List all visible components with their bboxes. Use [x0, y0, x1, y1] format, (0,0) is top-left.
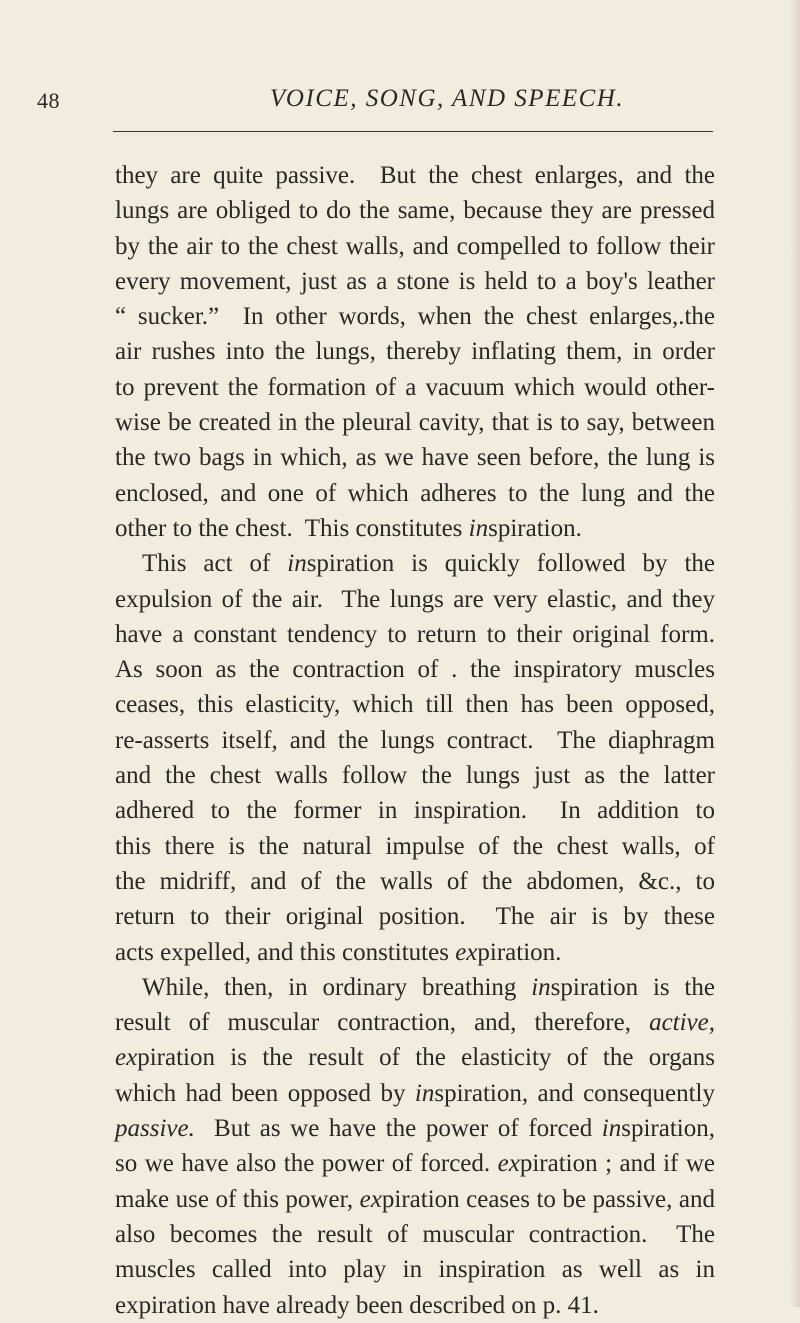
- running-header: [37, 82, 777, 118]
- text-line-27: which had been opposed by inspiration, and consequently: [115, 1079, 715, 1107]
- text-line-11: other to the chest. This constitutes inspiration.: [115, 514, 582, 542]
- page-number: 48: [37, 88, 60, 113]
- text-line-8: wise be created in the pleural cavity, that is to say, between: [115, 409, 715, 437]
- text-line-4: every movement, just as a stone is held to a boy's leather: [115, 267, 715, 295]
- text-line-16: ceases, this elasticity, which till then has been opposed,: [115, 691, 715, 719]
- text-line-13: expulsion of the air. The lungs are very elastic, and they: [115, 585, 715, 613]
- text-line-29: so we have also the power of forced. expiration ; and if we: [115, 1150, 715, 1178]
- text-line-9: the two bags in which, as we have seen before, the lung is: [115, 444, 715, 472]
- text-line-7: to prevent the formation of a vacuum which would other-: [115, 373, 715, 401]
- text-line-26: expiration is the result of the elasticity of the organs: [115, 1044, 715, 1072]
- body-text: [115, 158, 715, 1323]
- text-line-33: expiration have already been described on p. 41.: [115, 1291, 599, 1319]
- text-line-15: As soon as the contraction of . the inspiratory muscles: [115, 656, 715, 684]
- text-line-28: passive. But as we have the power of forced inspiration,: [115, 1115, 715, 1143]
- text-line-5: “ sucker.” In other words, when the chest enlarges,.the: [115, 303, 715, 331]
- text-line-12: This act of inspiration is quickly followed by the: [142, 550, 715, 578]
- text-line-23: acts expelled, and this constitutes expiration.: [115, 938, 562, 966]
- text-line-6: air rushes into the lungs, thereby inflating them, in order: [115, 338, 715, 366]
- text-line-22: return to their original position. The air is by these: [115, 903, 715, 931]
- page-edge: [790, 0, 800, 1307]
- text-line-2: lungs are obliged to do the same, because they are pressed: [115, 197, 715, 225]
- text-line-25: result of muscular contraction, and, therefore, active,: [115, 1009, 715, 1037]
- text-line-18: and the chest walls follow the lungs just as the latter: [115, 762, 715, 790]
- text-line-32: muscles called into play in inspiration as well as in: [115, 1256, 715, 1284]
- text-line-1: they are quite passive. But the chest enlarges, and the: [115, 162, 715, 189]
- text-line-30: make use of this power, expiration ceases to be passive, and: [115, 1185, 715, 1213]
- text-line-14: have a constant tendency to return to their original form.: [115, 620, 715, 648]
- text-line-21: the midriff, and of the walls of the abdomen, &c., to: [115, 867, 715, 895]
- header-rule: [113, 131, 713, 132]
- text-line-24: While, then, in ordinary breathing inspiration is the: [142, 973, 715, 1001]
- text-line-10: enclosed, and one of which adheres to the lung and the: [115, 479, 715, 507]
- text-line-3: by the air to the chest walls, and compelled to follow their: [115, 232, 715, 260]
- running-title: VOICE, SONG, AND SPEECH.: [269, 85, 625, 112]
- text-line-20: this there is the natural impulse of the chest walls, of: [115, 832, 715, 860]
- text-line-17: re-asserts itself, and the lungs contract. The diaphragm: [115, 726, 715, 754]
- text-line-19: adhered to the former in inspiration. In addition to: [115, 797, 715, 825]
- text-line-31: also becomes the result of muscular contraction. The: [115, 1220, 715, 1248]
